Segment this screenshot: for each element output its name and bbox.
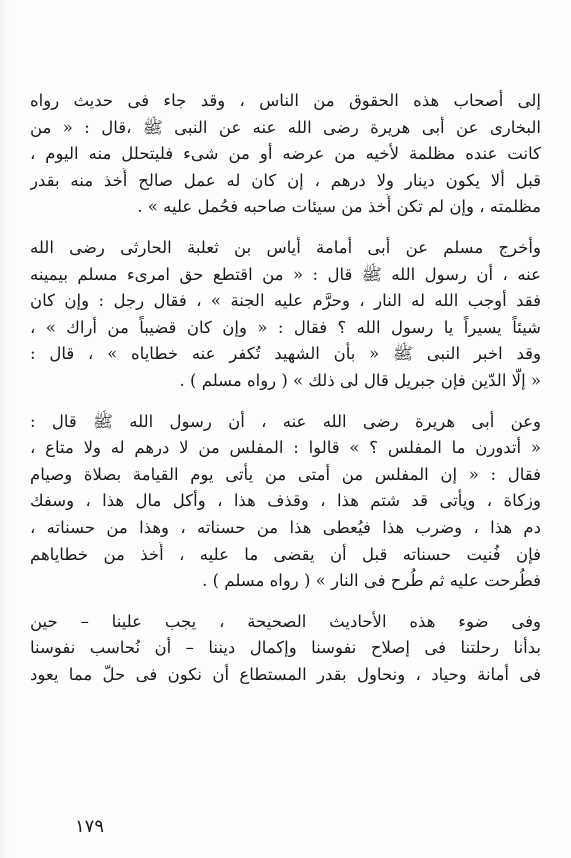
text-line: « إلّا الدّين فإن جبريل قال لى ذلك » ( رواه مسلم ) . xyxy=(179,370,541,390)
paragraph-3 xyxy=(30,409,541,595)
text-line: وفى ضوء هذه الأحاديث الصحيحة ، يجب علينا – حين xyxy=(30,611,541,631)
text-line: قبل ألا يكون دينار ولا درهم ، إن كان له عمل صالح أُخذ منه بقدر xyxy=(30,170,541,190)
text-line: فطُرحت عليه ثم طُرح فى النار » ( رواه مسلم ) . xyxy=(202,571,541,591)
text-line: كانت عنده مظلمة لأخيه من عرضه أو من شىء فليتحلل منه اليوم ، xyxy=(30,144,541,164)
text-line: وأخرج مسلم عن أبى أمامة أياس بن ثعلبة الحارثى رضى الله xyxy=(30,237,541,257)
paragraph-4 xyxy=(30,609,541,689)
paragraph-2 xyxy=(30,235,541,395)
text-line: دم هذا ، وضرب هذا فيُعطى هذا من حسناته ، وهذا من حسناته ، xyxy=(30,517,541,537)
text-line: فى أمانة وحياد ، ونحاول بقدر المستطاع أن نكون فى حلّ مما يعود xyxy=(30,664,541,684)
paragraph-gap xyxy=(30,221,541,235)
page-number: ١٧٩ xyxy=(75,816,105,837)
paragraph-1 xyxy=(30,88,541,221)
text-line: « أتدورن ما المفلس ؟ » قالوا : المفلس من لا درهم له ولا متاع ، xyxy=(30,438,541,458)
text-line: عنه ، أن رسول الله ﷺ قال : « من اقتطع حق امرىء مسلم بيمينه xyxy=(30,264,541,284)
text-line: فإن فُنيت حسناته قبل أن يقضى ما عليه ، أُخذ من خطاياهم xyxy=(30,544,541,564)
text-line: بدأنا رحلتنا فى إصلاح نفوسنا وإكمال ديننا – أن نُحاسب نفوسنا xyxy=(30,638,541,658)
scan-shadow xyxy=(0,0,10,858)
text-line: وقد اخبر النبى ﷺ « بأن الشهيد تُكفر عنه خطاياه » ، قال : xyxy=(30,344,541,364)
text-line: شيئاً يسيراً يا رسول الله ؟ فقال : « وإن كان قضيباً من أراك » ، xyxy=(30,317,541,337)
text-line: البخارى عن أبى هريرة رضى الله عنه عن النبى ﷺ ،قال : « من xyxy=(30,117,541,137)
text-line: فقد أوجب الله له النار ، وحرَّم عليه الجنة » ، فقال رجل : وإن كان xyxy=(30,291,541,311)
text-line: فقال : « إن المفلس من أمتى من يأتى يوم القيامة بصلاة وصيام xyxy=(30,464,541,484)
page-body xyxy=(30,88,541,858)
text-line: وزكاة ، ويأتى قد شتم هذا ، وقذف هذا ، وأكل مال هذا ، وسفك xyxy=(30,491,541,511)
text-line: وعن أبى هريرة رضى الله عنه ، أن رسول الله ﷺ قال : xyxy=(30,411,541,431)
text-line: إلى أصحاب هذه الحقوق من الناس ، وقد جاء فى حديث رواه xyxy=(30,91,541,110)
paragraph-gap xyxy=(30,395,541,409)
paragraph-gap xyxy=(30,595,541,609)
text-line: مظلمته ، وإن لم تكن أُخذ من سيئات صاحبه فحُمل عليه » . xyxy=(137,197,541,217)
